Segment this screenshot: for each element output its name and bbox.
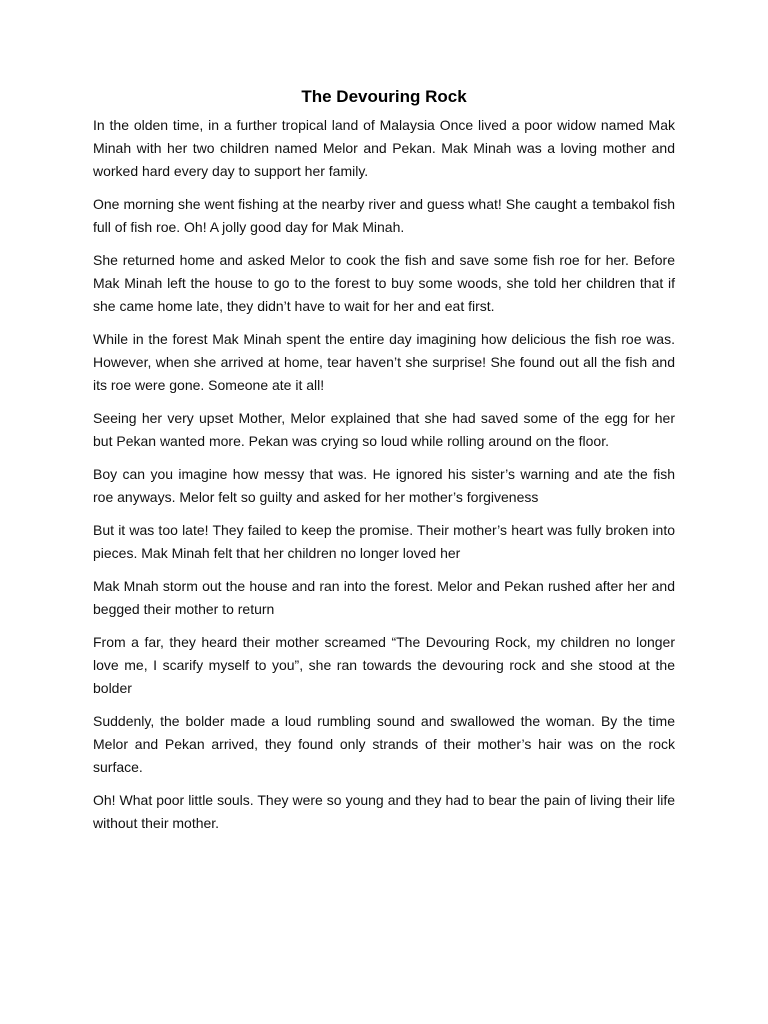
- paragraph-8: Mak Mnah storm out the house and ran into the forest. Melor and Pekan rushed after her and begged their mother to return: [93, 578, 675, 617]
- document-title: The Devouring Rock: [301, 87, 467, 106]
- paragraph-4: While in the forest Mak Minah spent the entire day imagining how delicious the fish roe was. However, when she arrived at home, tear haven’t she surprise! She found out all the fish and its roe were gone. Someone ate it all!: [93, 331, 675, 393]
- paragraph-6: Boy can you imagine how messy that was. He ignored his sister’s warning and ate the fish roe anyways. Melor felt so guilty and asked for her mother’s forgiveness: [93, 466, 675, 505]
- paragraph-2: One morning she went fishing at the nearby river and guess what! She caught a tembakol fish full of fish roe. Oh! A jolly good day for Mak Minah.: [93, 196, 675, 235]
- paragraph-3: She returned home and asked Melor to cook the fish and save some fish roe for her. Before Mak Minah left the house to go to the forest to buy some woods, she told her children that if she came home late, they didn’t have to wait for her and eat first.: [93, 252, 675, 314]
- paragraph-11: Oh! What poor little souls. They were so young and they had to bear the pain of living their life without their mother.: [93, 792, 675, 831]
- paragraph-9: From a far, they heard their mother screamed “The Devouring Rock, my children no longer love me, I scarify myself to you”, she ran towards the devouring rock and she stood at the bolder: [93, 634, 675, 696]
- paragraph-10: Suddenly, the bolder made a loud rumbling sound and swallowed the woman. By the time Melor and Pekan arrived, they found only strands of their mother’s hair was on the rock surface.: [93, 713, 675, 775]
- paragraph-1: In the olden time, in a further tropical land of Malaysia Once lived a poor widow named Mak Minah with her two children named Melor and Pekan. Mak Minah was a loving mother and worked hard every day to support her family.: [93, 117, 675, 179]
- paragraph-7: But it was too late! They failed to keep the promise. Their mother’s heart was fully broken into pieces. Mak Minah felt that her children no longer loved her: [93, 522, 675, 561]
- paragraph-5: Seeing her very upset Mother, Melor explained that she had saved some of the egg for her but Pekan wanted more. Pekan was crying so loud while rolling around on the floor.: [93, 410, 675, 449]
